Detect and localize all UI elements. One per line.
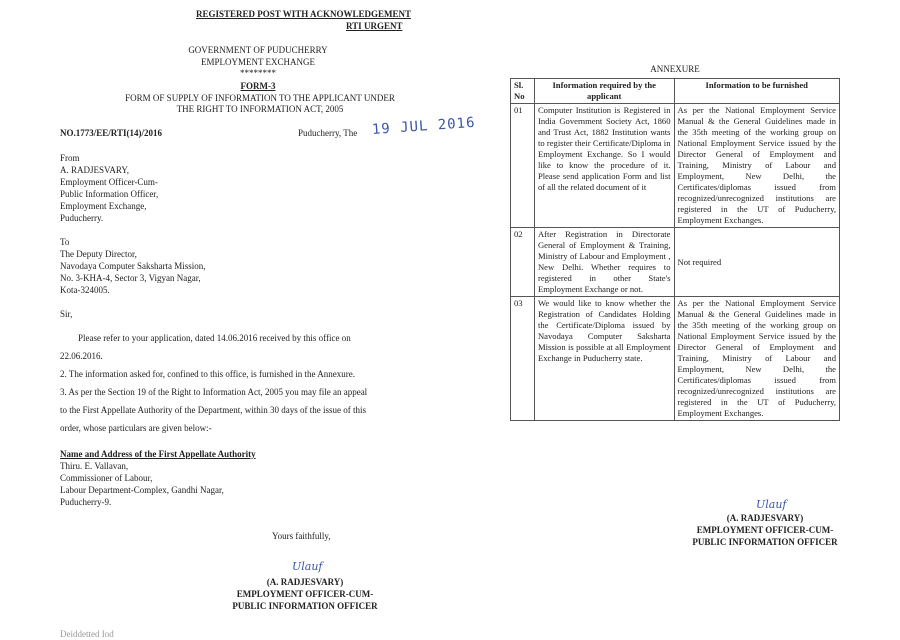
- cell-required: Computer Institution is Registered in India Government Society Act, 1860 and Trust Act, 1882 Institution wants to register their Certificate/Diploma in Employment Exchange. So I would like to know the procedure of it. Please send application Form and list of all the related document of it: [534, 104, 674, 228]
- annexure-title: ANNEXURE: [650, 64, 700, 74]
- stars-divider: ********: [240, 68, 276, 78]
- appellate-line: Labour Department-Complex, Gandhi Nagar,: [60, 485, 224, 495]
- appellate-heading: Name and Address of the First Appellate Authority: [60, 449, 256, 459]
- header-registered-post: REGISTERED POST WITH ACKNOWLEDGEMENT: [196, 9, 411, 19]
- para3-line2: to the First Appellate Authority of the Department, within 30 days of the issue of this: [60, 405, 366, 415]
- appellate-line: Puducherry-9.: [60, 497, 112, 507]
- closing: Yours faithfully,: [272, 531, 331, 541]
- signatory-name: (A. RADJESVARY): [266, 577, 344, 587]
- from-line: Public Information Officer,: [60, 189, 159, 199]
- para2: 2. The information asked for, confined to this office, is furnished in the Annexure.: [60, 369, 355, 379]
- to-line: No. 3-KHA-4, Sector 3, Vigyan Nagar,: [60, 273, 201, 283]
- table-header-row: [511, 79, 840, 104]
- table-row: [511, 297, 840, 421]
- para1-line1: Please refer to your application, dated 14.06.2016 received by this office on: [78, 333, 351, 343]
- form-title: FORM-3: [240, 81, 276, 91]
- from-label: From: [60, 153, 80, 163]
- form-subtitle-1: FORM OF SUPPLY OF INFORMATION TO THE APPLICANT UNDER: [125, 93, 395, 103]
- signatory-title-1: EMPLOYMENT OFFICER-CUM-: [236, 589, 374, 599]
- footer-cut-text: Deiddetted Iod: [60, 629, 114, 639]
- date-stamp: 19 JUL 2016: [371, 114, 477, 138]
- govt-name: GOVERNMENT OF PUDUCHERRY: [188, 45, 328, 55]
- annexure-signatory-title-2: PUBLIC INFORMATION OFFICER: [692, 537, 838, 547]
- from-line: A. RADJESVARY,: [60, 165, 129, 175]
- annexure-table: [510, 78, 840, 421]
- annexure-signatory-name: (A. RADJESVARY): [726, 513, 804, 523]
- signatory-title-2: PUBLIC INFORMATION OFFICER: [232, 601, 378, 611]
- table-row: [511, 228, 840, 297]
- para3-line1: 3. As per the Section 19 of the Right to Information Act, 2005 you may file an appeal: [60, 387, 368, 397]
- to-line: Navodaya Computer Saksharta Mission,: [60, 261, 206, 271]
- appellate-line: Thiru. E. Vallavan,: [60, 461, 129, 471]
- to-line: Kota-324005.: [60, 285, 110, 295]
- dept-name: EMPLOYMENT EXCHANGE: [200, 57, 316, 67]
- reference-number: NO.1773/EE/RTI(14)/2016: [60, 128, 162, 138]
- cell-furnished: Not required: [674, 228, 840, 297]
- from-line: Puducherry.: [60, 213, 104, 223]
- signature: Ulauf: [292, 560, 323, 573]
- place-date: Puducherry, The: [298, 128, 358, 138]
- to-line: The Deputy Director,: [60, 249, 137, 259]
- header-rti-urgent: RTI URGENT: [346, 21, 403, 31]
- from-line: Employment Exchange,: [60, 201, 147, 211]
- para3-line3: order, whose particulars are given below:-: [60, 423, 212, 433]
- to-label: To: [60, 237, 70, 247]
- cell-sl: 03: [511, 297, 535, 421]
- table-row: [511, 104, 840, 228]
- cell-required: We would like to know whether the Registration of Candidates Holding the Certificate/Diploma issued by Navodaya Computer Saksharta Mission is possible at all Employment Exchange in Puducherry state.: [534, 297, 674, 421]
- annexure-table-wrap: [510, 78, 840, 421]
- para1-line2: 22.06.2016.: [60, 351, 103, 361]
- header-furnished: Information to be furnished: [674, 79, 840, 104]
- appellate-line: Commissioner of Labour,: [60, 473, 153, 483]
- cell-furnished: As per the National Employment Service Manual & the General Guidelines made in the 35th meeting of the working group on National Employment Service issued by the Director General of Employment and Training, Ministry of Labour and Employment, New Delhi, the Certificates/diplomas issued from recognized/unrecognized institutions are registered in the UT of Puducherry, Employment Exchanges.: [674, 297, 840, 421]
- cell-sl: 01: [511, 104, 535, 228]
- cell-required: After Registration in Directorate General of Employment & Training, Ministry of Labour and Employment , New Delhi. Whether requires to registered in other State's Employment Exchange or not.: [534, 228, 674, 297]
- form-subtitle-2: THE RIGHT TO INFORMATION ACT, 2005: [176, 104, 344, 114]
- header-sl-no: Sl. No: [511, 79, 535, 104]
- from-line: Employment Officer-Cum-: [60, 177, 158, 187]
- annexure-signatory-title-1: EMPLOYMENT OFFICER-CUM-: [696, 525, 834, 535]
- cell-furnished: As per the National Employment Service Manual & the General Guidelines made in the 35th meeting of the working group on National Employment Service issued by the Director General of Employment and Training, Ministry of Labour and Employment, New Delhi, the Certificates/diplomas issued from recognized/unrecognized institutions are registered in the UT of Puducherry, Employment Exchanges.: [674, 104, 840, 228]
- salutation: Sir,: [60, 309, 73, 319]
- cell-sl: 02: [511, 228, 535, 297]
- header-required: Information required by the applicant: [534, 79, 674, 104]
- annexure-signature: Ulauf: [756, 498, 787, 511]
